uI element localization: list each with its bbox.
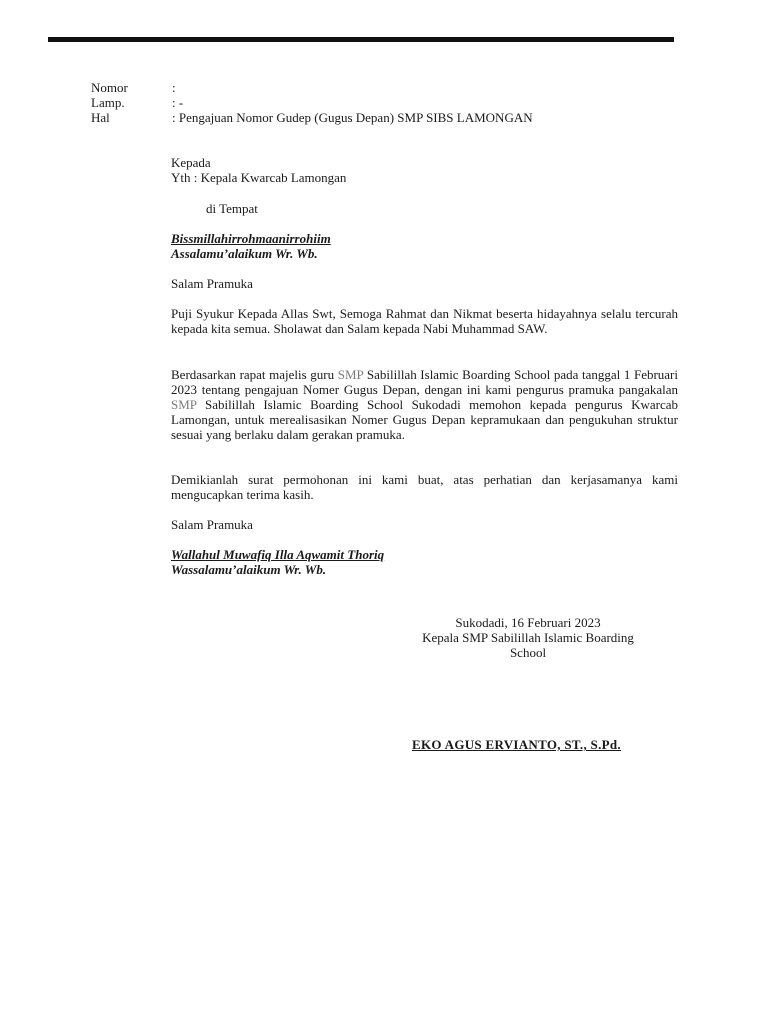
recipient-block — [171, 155, 678, 216]
signer-name: EKO AGUS ERVIANTO, ST., S.Pd. — [412, 737, 621, 752]
place-date: Sukodadi, 16 Februari 2023 — [455, 615, 601, 630]
bismillah-text: Bissmillahirrohmaanirrohiim — [171, 231, 331, 246]
hal-label: Hal — [91, 110, 110, 125]
salam-pramuka-opening: Salam Pramuka — [171, 276, 253, 291]
p2-part-c: Sabilillah Islamic Boarding School Sukodadi memohon kepada pengurus Kwarcab Lamongan, untuk merealisasikan Nomer Gugus Depan kepramukaan dan pengukuhan struktur sesuai yang berlaku dalam gerakan pramuka. — [171, 397, 678, 442]
header-rule — [48, 37, 674, 42]
p2-part-b: Sabilillah Islamic Boarding School pada tanggal 1 Februari 2023 tentang pengajuan Nomer Gugus Depan, dengan ini kami pengurus pramuka pangakalan — [171, 367, 679, 397]
paragraph-3: Demikianlah surat permohonan ini kami buat, atas perhatian dan kerjasamanya kami mengucapkan terima kasih. — [171, 472, 678, 502]
tempat-text: di Tempat — [206, 201, 258, 216]
salam-pramuka-closing: Salam Pramuka — [171, 517, 253, 532]
hal-value: : Pengajuan Nomor Gudep (Gugus Depan) SMP SIBS LAMONGAN — [172, 110, 533, 125]
nomor-label: Nomor — [91, 80, 128, 95]
letter-meta — [91, 80, 533, 125]
p2-part-a: Berdasarkan rapat majelis guru — [171, 367, 338, 382]
meta-lamp — [91, 95, 533, 110]
wassalamu-text: Wassalamu’alaikum Wr. Wb. — [171, 562, 327, 577]
opening-block — [171, 231, 678, 261]
p2-smp-2: SMP — [171, 397, 197, 412]
closing-block — [171, 547, 678, 577]
signer-title-line-2: School — [509, 645, 547, 660]
yth-text: Yth : Kepala Kwarcab Lamongan — [171, 170, 347, 185]
lamp-label: Lamp. — [91, 95, 125, 110]
meta-nomor — [91, 80, 533, 95]
meta-hal — [91, 110, 533, 125]
assalamu-text: Assalamu’alaikum Wr. Wb. — [171, 246, 318, 261]
wallahul-text: Wallahul Muwafiq Illa Aqwamit Thoriq — [171, 547, 385, 562]
signature-block — [402, 615, 654, 660]
paragraph-2 — [171, 367, 678, 442]
p2-smp-1: SMP — [337, 367, 364, 382]
lamp-value: : - — [172, 95, 184, 110]
paragraph-1: Puji Syukur Kepada Allas Swt, Semoga Rahmat dan Nikmat beserta hidayahnya selalu tercurah kepada kita semua. Sholawat dan Salam kepada Nabi Muhammad SAW. — [171, 306, 678, 336]
signer-title-line-1: Kepala SMP Sabilillah Islamic Boarding — [422, 630, 634, 645]
nomor-value: : — [172, 80, 176, 95]
kepada-text: Kepada — [171, 155, 211, 170]
